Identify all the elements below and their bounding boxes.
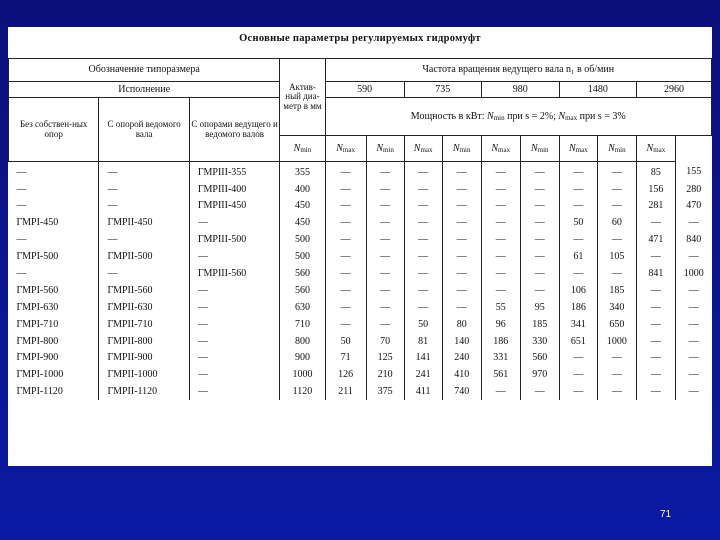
cell-power: 95 xyxy=(520,299,559,316)
cell-power: — xyxy=(559,181,597,198)
cell-power: — xyxy=(597,350,636,367)
cell-power: — xyxy=(636,350,675,367)
cell-power: — xyxy=(366,265,404,282)
cell-power: 211 xyxy=(325,384,366,401)
cell-power: 71 xyxy=(325,350,366,367)
cell-driven-support: — xyxy=(99,162,189,181)
n-var: N xyxy=(531,142,538,154)
cell-power: — xyxy=(442,181,481,198)
cell-power: — xyxy=(520,248,559,265)
cell-power: 70 xyxy=(366,333,404,350)
cell-power: — xyxy=(366,299,404,316)
cell-power: 80 xyxy=(442,316,481,333)
cell-power: 740 xyxy=(442,384,481,401)
cell-power: 281 xyxy=(636,198,675,215)
cell-power: — xyxy=(366,248,404,265)
cell-no-support: ГМРI-500 xyxy=(16,251,59,263)
table-row xyxy=(9,162,712,181)
cell-power: — xyxy=(520,215,559,232)
cell-no-support: ГМРI-1120 xyxy=(16,386,63,398)
n-var: N xyxy=(336,142,343,154)
speed-header: 2960 xyxy=(636,82,711,98)
cell-power: 186 xyxy=(481,333,520,350)
cell-power: — xyxy=(442,299,481,316)
cell-power: — xyxy=(559,384,597,401)
cell-power: — xyxy=(481,232,520,249)
cell-driven-support: — xyxy=(99,181,189,198)
cell-no-support: — xyxy=(16,234,27,246)
n-var: N xyxy=(293,142,301,154)
page-title: Основные параметры регулируемых гидромуфт xyxy=(239,33,481,44)
cell-power: 470 xyxy=(675,198,711,215)
cell-diameter: 560 xyxy=(280,265,325,282)
n-sub: max xyxy=(420,145,433,154)
cell-diameter: 710 xyxy=(280,316,325,333)
power-max-cond: при s = 3% xyxy=(579,110,626,122)
n-sub: min xyxy=(300,145,312,154)
cell-power: — xyxy=(597,232,636,249)
header-power xyxy=(325,98,711,136)
cell-power: 650 xyxy=(597,316,636,333)
n-min-header xyxy=(442,136,481,162)
cell-power: 340 xyxy=(597,299,636,316)
cell-power: — xyxy=(442,265,481,282)
cell-power: 125 xyxy=(366,350,404,367)
parameters-body xyxy=(9,162,712,401)
table-row xyxy=(9,248,712,265)
cell-power: — xyxy=(597,384,636,401)
cell-power: — xyxy=(366,232,404,249)
cell-power: 60 xyxy=(597,215,636,232)
cell-power: — xyxy=(366,181,404,198)
cell-power: — xyxy=(481,162,520,181)
n-min-header xyxy=(280,136,325,162)
cell-power: — xyxy=(636,299,675,316)
cell-power: — xyxy=(520,282,559,299)
cell-power: — xyxy=(481,248,520,265)
cell-power: 410 xyxy=(442,367,481,384)
speed-header: 980 xyxy=(481,82,559,98)
n-var: N xyxy=(608,142,615,154)
table-row xyxy=(9,316,712,333)
cell-both-supports: — xyxy=(189,316,279,333)
cell-power: — xyxy=(520,265,559,282)
speed-header: 735 xyxy=(404,82,481,98)
page-number: 71 xyxy=(660,509,672,520)
n-sub: max xyxy=(653,145,666,154)
cell-both-supports: ГМРIII-450 xyxy=(189,198,279,215)
cell-driven-support: — xyxy=(99,265,189,282)
cell-power: — xyxy=(404,299,442,316)
cell-power: — xyxy=(325,232,366,249)
cell-power: — xyxy=(325,282,366,299)
cell-no-support: ГМРI-800 xyxy=(16,335,59,347)
cell-no-support: ГМРI-450 xyxy=(16,217,59,229)
cell-driven-support: ГМРII-500 xyxy=(99,248,189,265)
cell-power: — xyxy=(597,181,636,198)
cell-no-support: — xyxy=(16,200,27,212)
header-driven-support: С опорой ведомого вала xyxy=(99,98,189,162)
table-row xyxy=(9,299,712,316)
power-min-var: N xyxy=(487,110,494,122)
cell-power: 50 xyxy=(325,333,366,350)
cell-power: 1000 xyxy=(597,333,636,350)
cell-both-supports: ГМРIII-560 xyxy=(189,265,279,282)
cell-power: — xyxy=(597,265,636,282)
cell-no-support: ГМРI-900 xyxy=(16,352,59,364)
cell-power: 185 xyxy=(520,316,559,333)
cell-driven-support: ГМРII-560 xyxy=(99,282,189,299)
header-no-support: Без собствен-ных опор xyxy=(9,98,99,162)
cell-diameter: 500 xyxy=(280,248,325,265)
cell-power: — xyxy=(481,384,520,401)
cell-power: 1000 xyxy=(675,265,711,282)
cell-power: — xyxy=(325,198,366,215)
cell-power: — xyxy=(636,282,675,299)
cell-driven-support: ГМРII-1120 xyxy=(99,384,189,401)
cell-power: 280 xyxy=(675,181,711,198)
cell-diameter: 800 xyxy=(280,333,325,350)
table-row xyxy=(9,181,712,198)
cell-power: — xyxy=(366,316,404,333)
cell-diameter: 1120 xyxy=(280,384,325,401)
n-var: N xyxy=(491,142,499,154)
header-rpm: Частота вращения ведущего вала n₁ в об/мин xyxy=(325,59,711,82)
speed-header: 590 xyxy=(325,82,404,98)
cell-diameter: 560 xyxy=(280,282,325,299)
cell-both-supports: — xyxy=(189,367,279,384)
cell-driven-support: — xyxy=(99,198,189,215)
cell-power: 126 xyxy=(325,367,366,384)
cell-power: — xyxy=(636,367,675,384)
cell-diameter: 450 xyxy=(280,198,325,215)
cell-both-supports: — xyxy=(189,350,279,367)
cell-power: 50 xyxy=(559,215,597,232)
cell-diameter: 630 xyxy=(280,299,325,316)
n-var: N xyxy=(413,142,421,154)
cell-power: — xyxy=(325,215,366,232)
n-sub: max xyxy=(575,145,588,154)
cell-power: — xyxy=(559,232,597,249)
cell-power: — xyxy=(559,162,597,181)
cell-power: 155 xyxy=(675,162,711,181)
cell-power: — xyxy=(636,316,675,333)
cell-power: — xyxy=(481,215,520,232)
cell-power: — xyxy=(636,384,675,401)
cell-power: — xyxy=(481,282,520,299)
cell-diameter: 1000 xyxy=(280,367,325,384)
cell-power: — xyxy=(675,282,711,299)
cell-power: — xyxy=(675,248,711,265)
cell-no-support: — xyxy=(16,166,27,178)
n-var: N xyxy=(452,142,460,154)
cell-power: 471 xyxy=(636,232,675,249)
table-row xyxy=(9,333,712,350)
cell-power: 85 xyxy=(636,162,675,181)
n-sub: min xyxy=(614,145,626,154)
cell-both-supports: — xyxy=(189,333,279,350)
table-row xyxy=(9,384,712,401)
header-execution: Исполнение xyxy=(9,82,280,98)
cell-power: — xyxy=(636,248,675,265)
cell-driven-support: ГМРII-450 xyxy=(99,215,189,232)
cell-no-support: ГМРI-630 xyxy=(16,301,59,313)
cell-diameter: 450 xyxy=(280,215,325,232)
header-active-diameter: Актив-ный диа-метр в мм xyxy=(280,59,325,136)
table-row xyxy=(9,198,712,215)
cell-power: 81 xyxy=(404,333,442,350)
cell-power: — xyxy=(442,248,481,265)
cell-power: — xyxy=(675,299,711,316)
cell-power: — xyxy=(325,299,366,316)
power-max-sub: max xyxy=(565,113,578,122)
cell-power: 50 xyxy=(404,316,442,333)
power-prefix: Мощность в кВт: xyxy=(410,110,485,122)
cell-power: — xyxy=(636,333,675,350)
cell-power: 330 xyxy=(520,333,559,350)
cell-power: 970 xyxy=(520,367,559,384)
power-max-var: N xyxy=(558,110,566,122)
cell-power: — xyxy=(481,198,520,215)
cell-power: — xyxy=(675,333,711,350)
cell-both-supports: — xyxy=(189,384,279,401)
cell-both-supports: — xyxy=(189,215,279,232)
power-min-sub: min xyxy=(493,113,505,122)
cell-power: — xyxy=(325,162,366,181)
cell-power: — xyxy=(404,181,442,198)
cell-power: 55 xyxy=(481,299,520,316)
cell-power: — xyxy=(325,316,366,333)
cell-power: — xyxy=(675,316,711,333)
cell-diameter: 500 xyxy=(280,232,325,249)
cell-power: — xyxy=(442,232,481,249)
cell-no-support: ГМРI-710 xyxy=(16,318,59,330)
cell-both-supports: — xyxy=(189,282,279,299)
cell-power: 561 xyxy=(481,367,520,384)
n-sub: min xyxy=(459,145,471,154)
cell-power: — xyxy=(520,384,559,401)
parameters-table xyxy=(8,58,712,400)
cell-power: — xyxy=(559,350,597,367)
cell-power: 331 xyxy=(481,350,520,367)
table-row xyxy=(9,367,712,384)
cell-no-support: ГМРI-560 xyxy=(16,284,59,296)
cell-power: — xyxy=(404,248,442,265)
cell-power: — xyxy=(442,282,481,299)
cell-power: — xyxy=(675,367,711,384)
cell-power: 96 xyxy=(481,316,520,333)
cell-power: 375 xyxy=(366,384,404,401)
table-row xyxy=(9,350,712,367)
cell-power: — xyxy=(325,265,366,282)
cell-power: 841 xyxy=(636,265,675,282)
cell-power: 241 xyxy=(404,367,442,384)
cell-power: — xyxy=(559,265,597,282)
cell-power: — xyxy=(675,215,711,232)
cell-power: 341 xyxy=(559,316,597,333)
cell-power: — xyxy=(520,181,559,198)
n-var: N xyxy=(646,142,654,154)
cell-power: — xyxy=(404,282,442,299)
cell-power: — xyxy=(597,162,636,181)
cell-power: — xyxy=(325,248,366,265)
cell-diameter: 400 xyxy=(280,181,325,198)
cell-no-support: — xyxy=(16,183,27,195)
cell-power: 141 xyxy=(404,350,442,367)
cell-power: 560 xyxy=(520,350,559,367)
cell-no-support: — xyxy=(16,268,27,280)
cell-power: — xyxy=(366,198,404,215)
cell-driven-support: ГМРII-1000 xyxy=(99,367,189,384)
cell-power: — xyxy=(675,384,711,401)
cell-both-supports: — xyxy=(189,299,279,316)
n-min-header xyxy=(520,136,559,162)
n-max-header xyxy=(559,136,597,162)
cell-power: — xyxy=(520,232,559,249)
table-row xyxy=(9,215,712,232)
document-page xyxy=(8,27,712,466)
cell-power: — xyxy=(366,282,404,299)
cell-no-support: ГМРI-1000 xyxy=(16,369,64,381)
cell-power: — xyxy=(366,162,404,181)
n-var: N xyxy=(568,142,576,154)
cell-driven-support: ГМРII-800 xyxy=(99,333,189,350)
cell-driven-support: ГМРII-710 xyxy=(99,316,189,333)
cell-power: — xyxy=(520,162,559,181)
cell-power: 411 xyxy=(404,384,442,401)
table-row xyxy=(9,282,712,299)
cell-both-supports: ГМРIII-400 xyxy=(189,181,279,198)
cell-power: — xyxy=(597,198,636,215)
n-min-header xyxy=(366,136,404,162)
cell-power: 210 xyxy=(366,367,404,384)
cell-driven-support: ГМРII-630 xyxy=(99,299,189,316)
cell-power: — xyxy=(597,367,636,384)
cell-both-supports: ГМРIII-355 xyxy=(189,162,279,181)
cell-driven-support: — xyxy=(99,232,189,249)
n-min-header xyxy=(597,136,636,162)
cell-power: — xyxy=(404,198,442,215)
cell-power: — xyxy=(404,265,442,282)
cell-power: 651 xyxy=(559,333,597,350)
cell-power: 61 xyxy=(559,248,597,265)
table-row xyxy=(9,232,712,249)
cell-power: 840 xyxy=(675,232,711,249)
cell-power: — xyxy=(636,215,675,232)
speed-header: 1480 xyxy=(559,82,636,98)
cell-power: — xyxy=(442,162,481,181)
cell-power: 240 xyxy=(442,350,481,367)
cell-power: 140 xyxy=(442,333,481,350)
cell-power: 186 xyxy=(559,299,597,316)
cell-diameter: 900 xyxy=(280,350,325,367)
cell-power: 156 xyxy=(636,181,675,198)
cell-power: 185 xyxy=(597,282,636,299)
cell-power: — xyxy=(481,181,520,198)
header-type-designation: Обозначение типоразмера xyxy=(9,59,280,82)
cell-power: — xyxy=(404,215,442,232)
cell-power: — xyxy=(404,232,442,249)
n-max-header xyxy=(404,136,442,162)
cell-power: 105 xyxy=(597,248,636,265)
cell-power: — xyxy=(520,198,559,215)
cell-power: — xyxy=(366,215,404,232)
cell-power: — xyxy=(404,162,442,181)
n-max-header xyxy=(481,136,520,162)
cell-power: — xyxy=(559,367,597,384)
cell-diameter: 355 xyxy=(280,162,325,181)
cell-power: — xyxy=(481,265,520,282)
n-var: N xyxy=(376,142,384,154)
cell-power: — xyxy=(442,198,481,215)
cell-power: — xyxy=(559,198,597,215)
cell-both-supports: — xyxy=(189,248,279,265)
n-sub: max xyxy=(342,145,355,154)
header-both-supports: С опорами ведущего и ведомого валов xyxy=(189,98,279,162)
cell-driven-support: ГМРII-900 xyxy=(99,350,189,367)
cell-both-supports: ГМРIII-500 xyxy=(189,232,279,249)
cell-power: — xyxy=(675,350,711,367)
n-sub: min xyxy=(383,145,394,154)
cell-power: 106 xyxy=(559,282,597,299)
n-max-header xyxy=(636,136,675,162)
n-max-header xyxy=(325,136,366,162)
cell-power: — xyxy=(325,181,366,198)
table-row xyxy=(9,265,712,282)
n-sub: min xyxy=(537,145,549,154)
cell-power: — xyxy=(442,215,481,232)
n-sub: max xyxy=(498,145,511,154)
power-min-cond: при s = 2%; xyxy=(507,110,556,122)
